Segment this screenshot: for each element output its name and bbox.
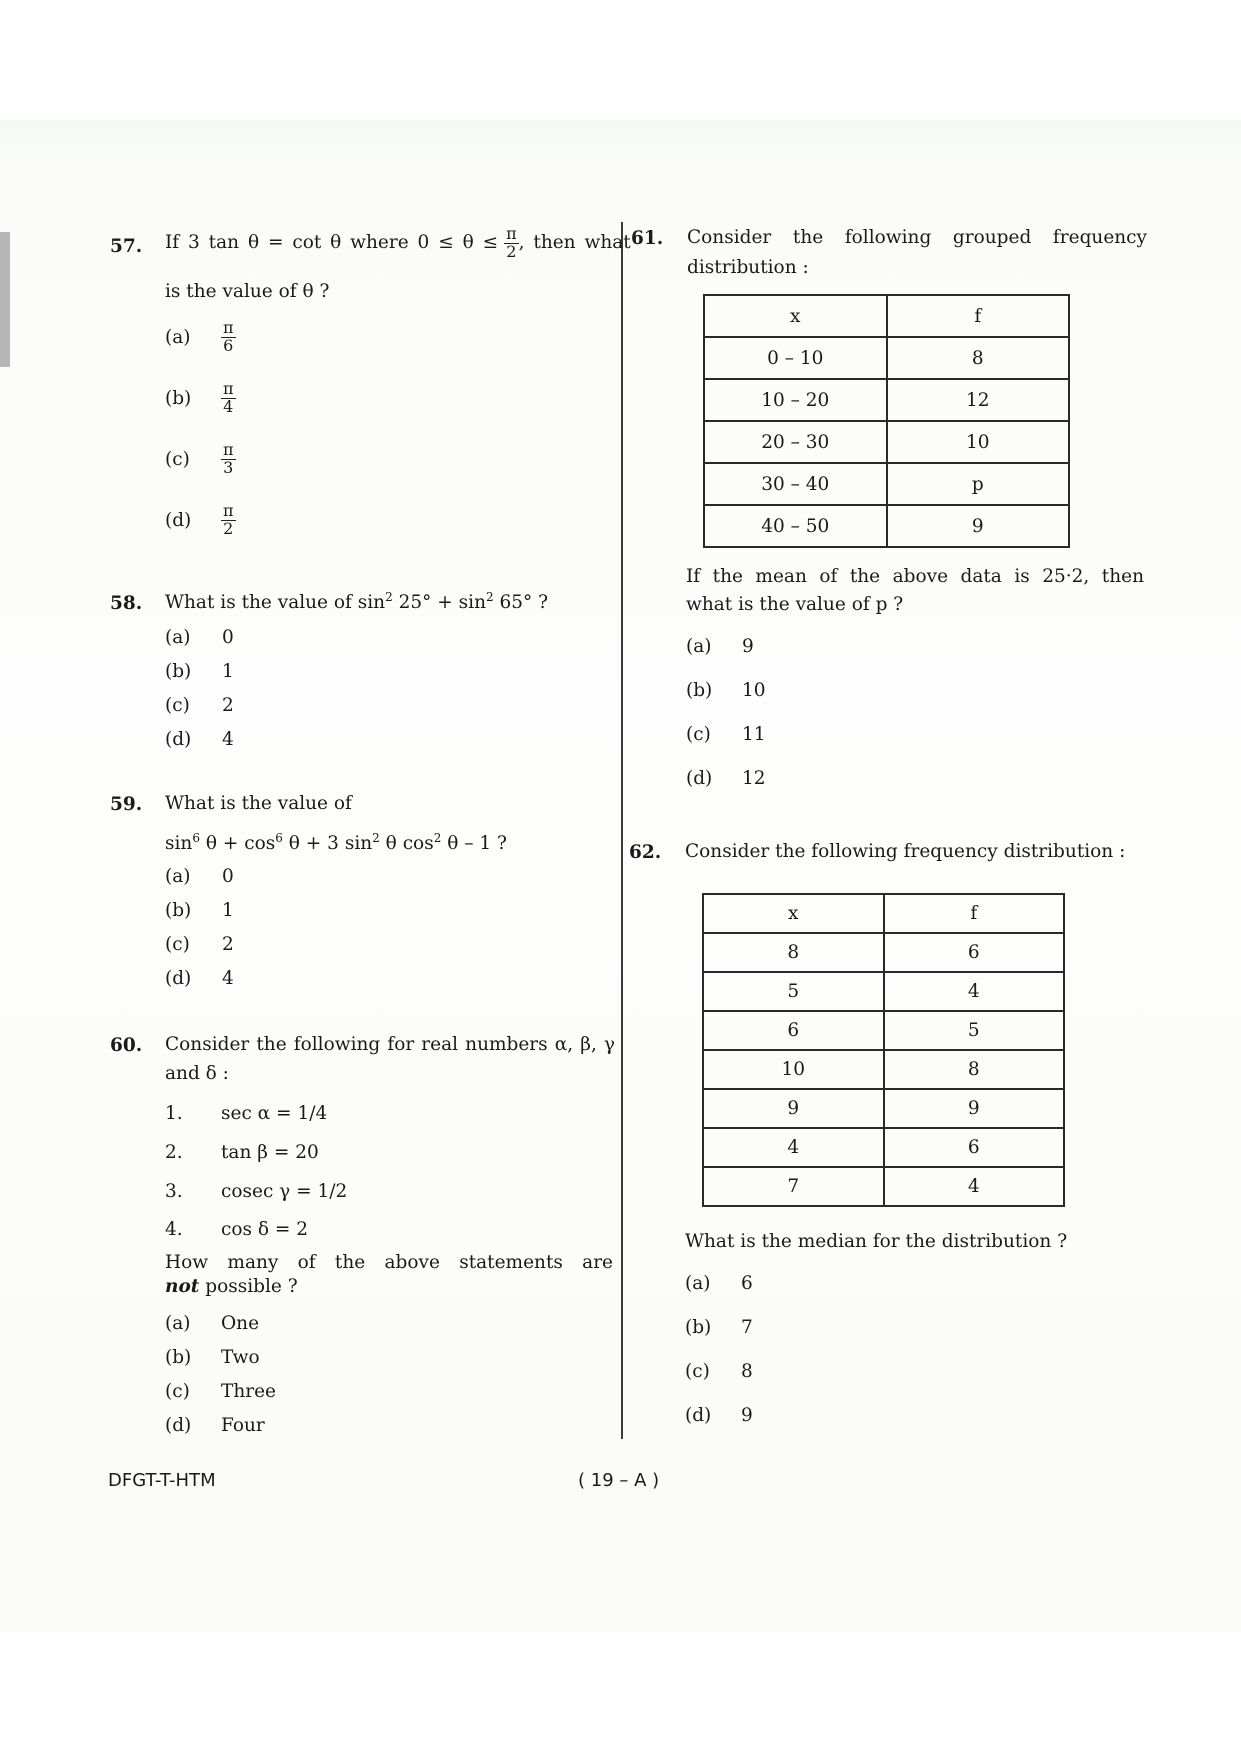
question-ask-line2: not possible ? [165,1276,298,1297]
question-stem-line2: distribution : [687,257,809,278]
option-d[interactable]: (d) $\frac{\pi}{2}$ [165,501,234,538]
question-expression: $\sin^6 \theta + \cos^6 \theta + 3$ $\sin^2 \theta$ $\cos^2 \theta - 1$ ? [165,831,507,854]
table-row: 6 5 [703,1011,1064,1050]
question-number: 60. [110,1035,143,1056]
fraction: $\frac{\pi}{4}$ [223,379,234,416]
table-row: 9 9 [703,1089,1064,1128]
option-c[interactable]: (c) 11 [686,724,766,745]
question-number: 62. [629,842,662,863]
table-header-row: x f [703,894,1064,933]
option-d[interactable]: (d) 12 [686,768,766,789]
grouped-frequency-table [703,294,1070,548]
statement-3: 3. cosec γ = 1/2 [165,1181,348,1202]
question-ask-line2: what is the value of p ? [686,594,904,615]
option-d[interactable]: (d) Four [165,1415,265,1436]
table-row: 4 6 [703,1128,1064,1167]
option-c[interactable]: (c) $\frac{\pi}{3}$ [165,440,234,477]
option-b[interactable]: (b) $\frac{\pi}{4}$ [165,379,234,416]
scan-edge-artifact [0,232,10,367]
table-row: 7 4 [703,1167,1064,1206]
option-a[interactable]: (a) $\frac{\pi}{6}$ [165,318,234,355]
statement-1: 1. sec α = 1/4 [165,1103,328,1124]
option-b[interactable]: (b) 10 [686,680,766,701]
table-row: 40 – 50 9 [704,505,1069,547]
question-number: 59. [110,794,143,815]
question-number: 57. [110,236,143,257]
question-stem: Consider the following for real numbers α, β, γ [165,1034,615,1055]
fraction: $\frac{\pi}{2}$ [223,501,234,538]
option-b[interactable]: (b) 7 [685,1317,753,1338]
option-c[interactable]: (c) 2 [165,934,234,955]
paper-code: DFGT-T-HTM [108,1470,216,1491]
question-stem: Consider the following frequency distribution : [685,841,1126,862]
question-stem: Consider the following grouped frequency [687,227,1147,248]
option-c[interactable]: (c) 2 [165,695,234,716]
fraction: $\frac{\pi}{6}$ [223,318,234,355]
question-stem: If 3 tan θ = cot θ where 0 ≤ θ ≤ $\frac{\pi}{2}$ , then what [165,224,631,261]
option-a[interactable]: (a) One [165,1313,260,1334]
table-row: 30 – 40 p [704,463,1069,505]
question-ask: What is the median for the distribution ? [685,1231,1068,1252]
table-row: 10 8 [703,1050,1064,1089]
option-a[interactable]: (a) 9 [686,636,754,657]
question-stem-line2: and δ : [165,1063,229,1084]
question-ask: If the mean of the above data is 25·2, then [686,566,1144,587]
frequency-table [702,893,1065,1207]
statement-2: 2. tan β = 20 [165,1142,319,1163]
option-c[interactable]: (c) Three [165,1381,276,1402]
question-number: 58. [110,593,143,614]
table-row: 10 – 20 12 [704,379,1069,421]
option-d[interactable]: (d) 9 [685,1405,753,1426]
table-header-row: x f [704,295,1069,337]
question-number: 61. [631,228,664,249]
fraction: $\frac{\pi}{2}$ [506,224,517,261]
table-row: 20 – 30 10 [704,421,1069,463]
option-c[interactable]: (c) 8 [685,1361,753,1382]
option-d[interactable]: (d) 4 [165,968,234,989]
option-b[interactable]: (b) Two [165,1347,260,1368]
question-stem: What is the value of [165,793,352,814]
table-row: 8 6 [703,933,1064,972]
question-stem: What is the value of $\sin^2 25^\circ + \sin^2 65^\circ$ ? [165,590,549,613]
statement-4: 4. cos δ = 2 [165,1219,309,1240]
option-a[interactable]: (a) 0 [165,627,234,648]
question-stem-line2: is the value of θ ? [165,281,330,302]
option-b[interactable]: (b) 1 [165,900,234,921]
fraction: $\frac{\pi}{3}$ [223,440,234,477]
table-row: 0 – 10 8 [704,337,1069,379]
question-ask: How many of the above statements are [165,1252,613,1273]
option-d[interactable]: (d) 4 [165,729,234,750]
option-b[interactable]: (b) 1 [165,661,234,682]
option-a[interactable]: (a) 6 [685,1273,753,1294]
page-number: ( 19 – A ) [578,1470,660,1491]
table-row: 5 4 [703,972,1064,1011]
column-divider [621,222,623,1439]
option-a[interactable]: (a) 0 [165,866,234,887]
